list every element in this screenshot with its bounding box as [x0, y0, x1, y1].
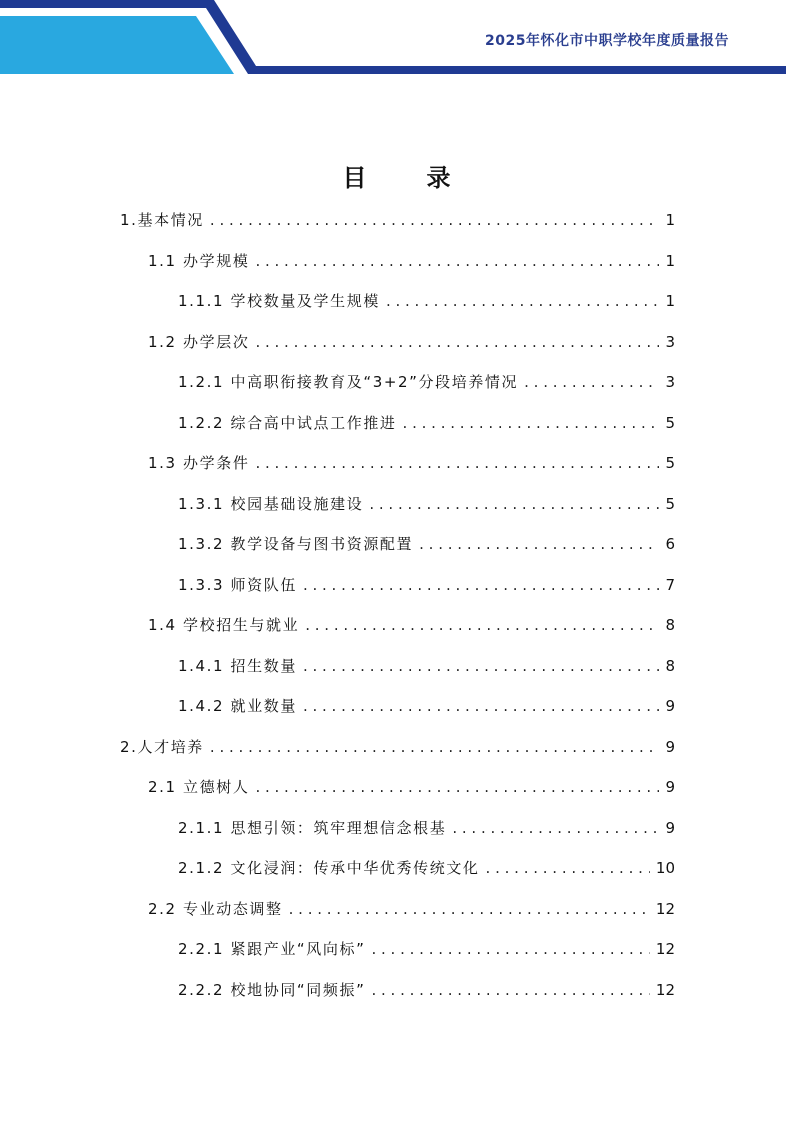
toc-dot-leader [371, 975, 649, 1005]
toc-dot-leader [403, 408, 659, 438]
toc-dot-leader [305, 610, 659, 640]
toc-entry-label: 2.1.1 思想引领：筑牢理想信念根基 [178, 818, 447, 837]
toc-entry[interactable] [178, 934, 675, 964]
toc-entry-page: 1 [665, 211, 675, 229]
toc-entry-page: 12 [655, 899, 675, 918]
toc-dot-leader [210, 732, 659, 762]
toc-title-right: 录 [426, 164, 451, 192]
toc-title-left: 目 [342, 164, 367, 192]
toc-entry[interactable] [148, 894, 675, 924]
toc-entry-page: 9 [665, 737, 675, 756]
toc-entry[interactable] [178, 651, 675, 681]
toc-entry-label: 2.1.2 文化浸润：传承中华优秀传统文化 [178, 859, 480, 877]
toc-entry[interactable] [178, 691, 675, 721]
toc-entry-page: 9 [665, 697, 675, 715]
toc-dot-leader [386, 286, 659, 316]
toc-dot-leader [371, 934, 649, 964]
toc-entry[interactable] [178, 529, 675, 559]
toc-entry-label: 1.1.1 学校数量及学生规模 [178, 292, 380, 310]
toc-entry[interactable] [148, 448, 675, 478]
toc-entry-label: 1.3.1 校园基础设施建设 [178, 494, 364, 513]
toc-entry-label: 1.3.3 师资队伍 [178, 575, 297, 594]
toc-entry-page: 5 [665, 454, 675, 472]
toc-entry-page: 5 [665, 494, 675, 513]
toc-entry-label: 1.2.2 综合高中试点工作推进 [178, 413, 397, 432]
toc-dot-leader [289, 894, 650, 924]
toc-entry-page: 5 [665, 413, 675, 432]
toc-entry-page: 10 [655, 859, 675, 877]
toc-entry[interactable] [178, 813, 675, 843]
toc-dot-leader [255, 246, 659, 276]
toc-entry-label: 1.2.1 中高职衔接教育及“3+2”分段培养情况 [178, 373, 519, 391]
toc-entry[interactable] [178, 367, 675, 397]
toc-dot-leader [419, 529, 659, 559]
toc-entry-label: 1.3 办学条件 [148, 454, 250, 472]
toc-entry-page: 8 [665, 656, 675, 675]
header-title: 2025年怀化市中职学校年度质量报告 [485, 33, 729, 49]
toc-entry-page: 9 [665, 778, 675, 796]
toc-dot-leader [303, 691, 659, 721]
toc-entry[interactable] [148, 772, 675, 802]
toc-dot-leader [452, 813, 659, 843]
toc-dot-leader [255, 448, 659, 478]
toc-entry-label: 2.人才培养 [120, 737, 204, 756]
toc-entry-label: 2.2.2 校地协同“同频振” [178, 980, 366, 999]
toc-title [0, 158, 793, 193]
toc-entry-page: 9 [665, 818, 675, 837]
toc-entry-page: 6 [665, 535, 675, 553]
toc-entry[interactable] [148, 327, 675, 357]
toc-dot-leader [210, 205, 659, 235]
toc-entry[interactable] [178, 975, 675, 1005]
toc-dot-leader [369, 489, 659, 519]
toc-dot-leader [524, 367, 659, 397]
toc-entry[interactable] [178, 853, 675, 883]
toc-entry-page: 12 [655, 940, 675, 958]
toc-dot-leader [303, 651, 659, 681]
header-cyan-block [0, 16, 234, 74]
toc-entry-label: 1.基本情况 [120, 211, 204, 229]
toc-entry-label: 1.4.1 招生数量 [178, 656, 297, 675]
toc-entry-page: 1 [665, 292, 675, 310]
toc-entry-label: 2.1 立德树人 [148, 778, 250, 796]
page-header [0, 0, 793, 80]
toc-dot-leader [255, 772, 659, 802]
toc-entry[interactable] [178, 408, 675, 438]
toc-entry[interactable] [178, 489, 675, 519]
toc-entry-page: 1 [665, 251, 675, 270]
toc-entry-label: 2.2.1 紧跟产业“风向标” [178, 940, 366, 958]
toc-entry-label: 1.4 学校招生与就业 [148, 616, 300, 634]
toc-entry[interactable] [148, 610, 675, 640]
toc-entry-page: 3 [665, 373, 675, 391]
toc-entry[interactable] [120, 732, 675, 762]
toc-entry[interactable] [178, 570, 675, 600]
toc-dot-leader [486, 853, 650, 883]
toc-entry-page: 8 [665, 616, 675, 634]
toc-entry-label: 2.2 专业动态调整 [148, 899, 283, 918]
toc-entry[interactable] [148, 246, 675, 276]
toc-entry-label: 1.3.2 教学设备与图书资源配置 [178, 535, 414, 553]
toc-entry-label: 1.2 办学层次 [148, 332, 250, 351]
toc-dot-leader [255, 327, 659, 357]
toc-entry-page: 12 [655, 980, 675, 999]
toc-entry-page: 3 [665, 332, 675, 351]
toc-entry-label: 1.4.2 就业数量 [178, 697, 297, 715]
toc-entry[interactable] [178, 286, 675, 316]
toc-entry-page: 7 [665, 575, 675, 594]
toc-entry[interactable] [120, 205, 675, 235]
toc-entry-label: 1.1 办学规模 [148, 251, 250, 270]
toc-dot-leader [303, 570, 659, 600]
